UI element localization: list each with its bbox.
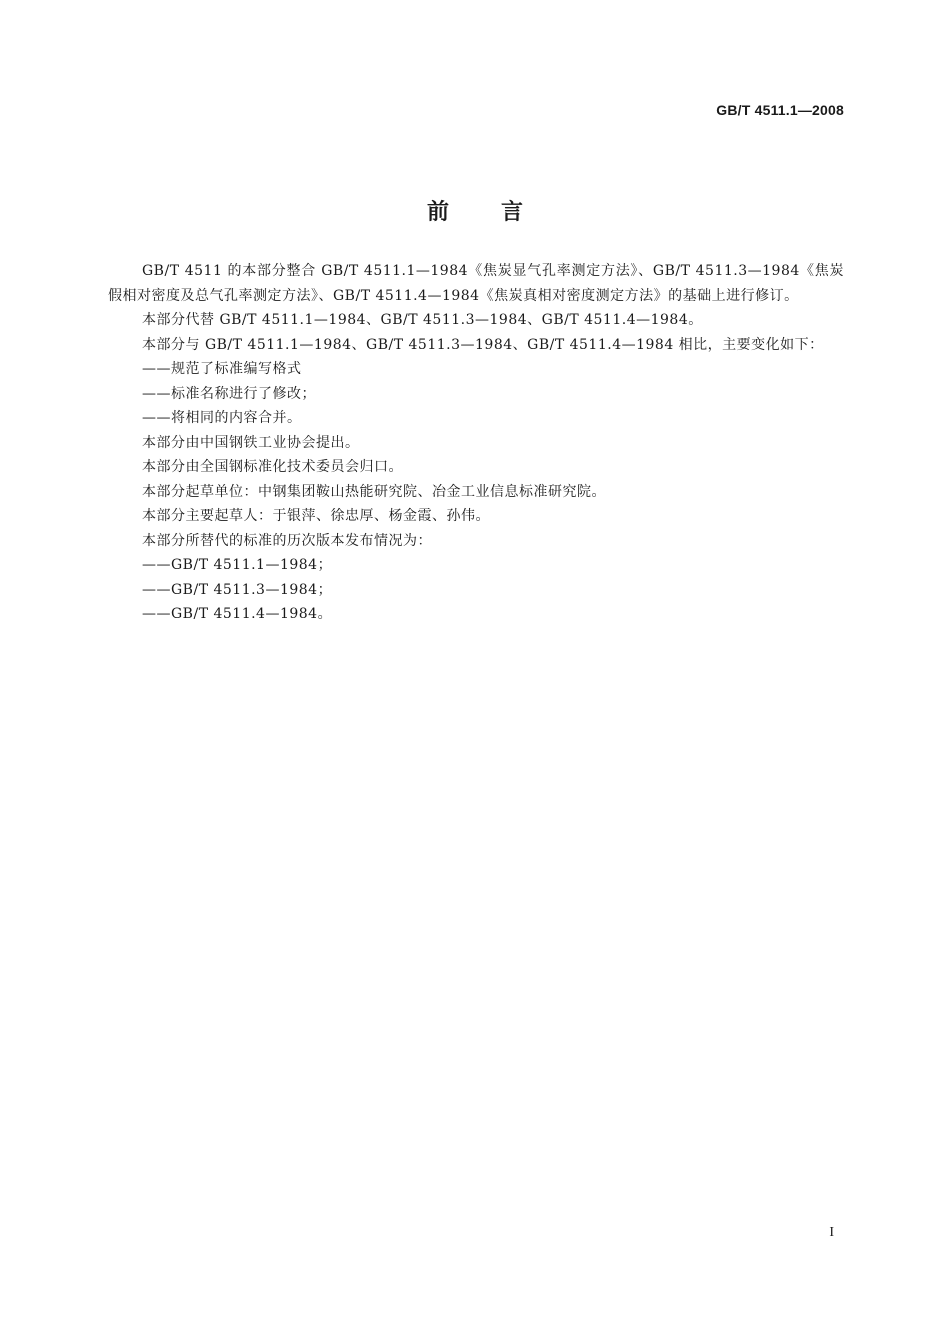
- intro-paragraph: GB/T 4511 的本部分整合 GB/T 4511.1—1984《焦炭显气孔率测定方法》、GB/T 4511.3—1984《焦炭假相对密度及总气孔率测定方法》、GB/T 4511.4—1984《焦炭真相对密度测定方法》的基础上进行修订。: [108, 263, 844, 304]
- drafters-statement: 本部分主要起草人：于银萍、徐忠厚、杨金霞、孙伟。: [142, 508, 490, 524]
- history-intro-statement: 本部分所替代的标准的历次版本发布情况为：: [142, 532, 432, 549]
- page-title: 前言: [426, 199, 575, 225]
- drafting-units-statement: 本部分起草单位：中钢集团鞍山热能研究院、冶金工业信息标准研究院。: [142, 483, 606, 500]
- proposer-statement: 本部分由中国钢铁工业协会提出。: [142, 434, 360, 451]
- history-item: ——GB/T 4511.4—1984。: [142, 606, 333, 622]
- standard-code-header: GB/T 4511.1—2008: [716, 102, 844, 118]
- change-item: ——将相同的内容合并。: [142, 410, 302, 426]
- history-item: ——GB/T 4511.1—1984；: [142, 557, 333, 573]
- foreword-body: [108, 259, 844, 627]
- replacement-paragraph: 本部分代替 GB/T 4511.1—1984、GB/T 4511.3—1984、GB/T 4511.4—1984。: [142, 312, 703, 328]
- change-item: ——规范了标准编写格式: [142, 361, 302, 377]
- changes-intro-paragraph: 本部分与 GB/T 4511.1—1984、GB/T 4511.3—1984、GB/T 4511.4—1984 相比，主要变化如下：: [142, 336, 824, 353]
- history-item: ——GB/T 4511.3—1984；: [142, 581, 333, 598]
- page-number: I: [829, 1225, 834, 1240]
- centralized-statement: 本部分由全国钢标准化技术委员会归口。: [142, 459, 403, 475]
- change-item: ——标准名称进行了修改；: [142, 385, 316, 402]
